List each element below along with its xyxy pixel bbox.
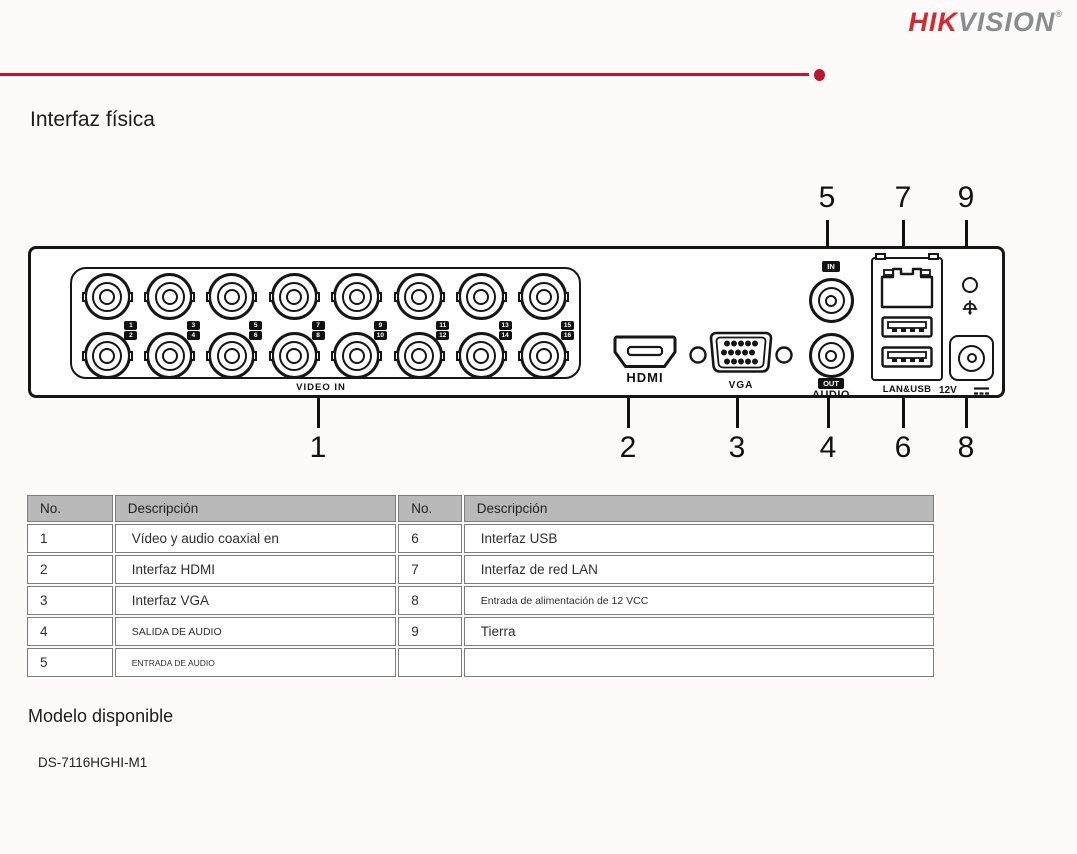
bnc-ring (529, 282, 559, 312)
device-diagram (0, 180, 1077, 480)
cell-no: 1 (27, 524, 113, 553)
power-jack-pin (967, 353, 977, 363)
bnc-ring (411, 289, 427, 305)
callout-number: 9 (957, 181, 975, 214)
hdmi-port (611, 335, 679, 385)
audio-out-badge: OUT (818, 378, 844, 389)
bnc-lug (440, 292, 445, 302)
col-header-desc-2: Descripción (464, 495, 934, 522)
bnc-lug (564, 351, 569, 361)
bnc-ring (404, 282, 434, 312)
bnc-lug (252, 292, 257, 302)
table-row (27, 586, 934, 615)
bnc-lug (190, 351, 195, 361)
rear-panel (28, 246, 1005, 401)
power-jack-icon (949, 335, 994, 381)
callout-number: 7 (894, 181, 912, 214)
vga-port (689, 329, 793, 391)
bnc-ring (529, 341, 559, 371)
cell-no: 4 (27, 617, 113, 646)
bnc-lug (502, 351, 507, 361)
audio-label: AUDIO (812, 389, 850, 401)
callout-number: 5 (818, 181, 836, 214)
bnc-lug (456, 292, 461, 302)
bnc-ring (349, 289, 365, 305)
audio-ports (803, 249, 859, 401)
lan-usb-label: LAN&USB (882, 384, 932, 395)
table-header-row (27, 495, 934, 522)
bnc-lug (518, 351, 523, 361)
col-header-no-1: No. (27, 495, 113, 522)
bnc-lug (252, 351, 257, 361)
page-title: Interfaz física (30, 108, 155, 131)
cell-description: Interfaz USB (464, 524, 934, 553)
bnc-ring (466, 282, 496, 312)
registered-mark: ® (1055, 9, 1063, 19)
bnc-ring (224, 348, 240, 364)
bnc-ring (473, 289, 489, 305)
power-label (939, 385, 1005, 396)
bnc-badge: 5 (249, 321, 262, 330)
bnc-lug (331, 292, 336, 302)
bnc-column (76, 271, 138, 375)
bnc-ring (473, 348, 489, 364)
red-divider-line (0, 73, 809, 76)
col-header-no-2: No. (398, 495, 462, 522)
bnc-badges (374, 321, 387, 340)
bnc-ring (92, 282, 122, 312)
bnc-ring (99, 289, 115, 305)
bnc-column (450, 271, 512, 375)
bnc-ring (536, 289, 552, 305)
cell-description: ENTRADA DE AUDIO (115, 648, 396, 677)
callout-number: 2 (619, 431, 637, 464)
bnc-badges (124, 321, 137, 340)
logo-hik: HIK (908, 7, 958, 37)
description-table (25, 493, 936, 679)
cell-no: 5 (27, 648, 113, 677)
bnc-ring (162, 289, 178, 305)
rca-pin (825, 295, 837, 307)
bnc-column (513, 271, 575, 375)
bnc-ring (155, 341, 185, 371)
bnc-lug (518, 292, 523, 302)
bnc-lug (440, 351, 445, 361)
bnc-connector (396, 273, 443, 320)
bnc-lug (564, 292, 569, 302)
bnc-ring (342, 341, 372, 371)
power-jack-ring (958, 345, 985, 372)
bnc-connector (146, 273, 193, 320)
bnc-badge: 15 (561, 321, 574, 330)
bnc-lug (82, 292, 87, 302)
bnc-lug (128, 292, 133, 302)
bnc-lug (315, 292, 320, 302)
bnc-ring (466, 341, 496, 371)
bnc-badge: 3 (187, 321, 200, 330)
bnc-column (138, 271, 200, 375)
bnc-connector (271, 273, 318, 320)
bnc-badge: 4 (187, 331, 200, 340)
cell-description: Vídeo y audio coaxial en (115, 524, 396, 553)
hdmi-port-icon (613, 335, 677, 369)
bnc-lug (82, 351, 87, 361)
bnc-ring (404, 341, 434, 371)
bnc-lug (377, 292, 382, 302)
bnc-badges (249, 321, 262, 340)
usb-port-icon (881, 346, 933, 368)
bnc-column (263, 271, 325, 375)
bnc-lug (394, 351, 399, 361)
bnc-ring (217, 341, 247, 371)
col-header-desc-1: Descripción (115, 495, 396, 522)
bnc-ring (279, 282, 309, 312)
callout-line (902, 398, 905, 428)
bnc-connector (84, 273, 131, 320)
callout-line (965, 398, 968, 428)
table-row (27, 555, 934, 584)
table-row (27, 524, 934, 553)
usb-port-icon (881, 316, 933, 338)
bnc-badge: 11 (436, 321, 449, 330)
bnc-ring (279, 341, 309, 371)
bnc-column (388, 271, 450, 375)
bnc-badges (187, 321, 200, 340)
table-row (27, 648, 934, 677)
bnc-ring (411, 348, 427, 364)
bnc-lug (456, 351, 461, 361)
cell-description: Tierra (464, 617, 934, 646)
model-number: DS-7116HGHI-M1 (38, 755, 148, 770)
rca-pin (825, 350, 837, 362)
audio-in-badge: IN (822, 261, 840, 272)
rca-jack-in (809, 278, 854, 323)
bnc-badge: 7 (312, 321, 325, 330)
bnc-badges (499, 321, 512, 340)
callout-line (317, 398, 320, 428)
bnc-badges (561, 321, 574, 340)
cell-description: SALIDA DE AUDIO (115, 617, 396, 646)
mount-tab-icon (875, 253, 886, 260)
vga-label: VGA (728, 380, 754, 391)
table-row (27, 617, 934, 646)
rca-jack-out (809, 333, 854, 378)
bnc-lug (206, 351, 211, 361)
callout-number: 1 (309, 431, 327, 464)
bnc-ring (349, 348, 365, 364)
bnc-badge: 13 (499, 321, 512, 330)
bnc-ring (224, 289, 240, 305)
bnc-ring (286, 348, 302, 364)
bnc-ring (217, 282, 247, 312)
bnc-ring (162, 348, 178, 364)
cell-no: 8 (398, 586, 462, 615)
callout-number: 8 (957, 431, 975, 464)
bnc-column (201, 271, 263, 375)
table-body (27, 524, 934, 677)
red-divider-dot (814, 69, 825, 81)
bnc-connector (208, 273, 255, 320)
ground-icon (961, 299, 979, 317)
lan-usb-block (871, 257, 943, 395)
bnc-ring (536, 348, 552, 364)
rca-ring (818, 342, 845, 369)
bnc-lug (128, 351, 133, 361)
bnc-badge: 2 (124, 331, 137, 340)
hdmi-label: HDMI (626, 370, 664, 385)
bnc-badge: 6 (249, 331, 262, 340)
bnc-badges (312, 321, 325, 340)
dc-symbol-icon (974, 386, 989, 396)
bnc-connector (458, 273, 505, 320)
video-in-label: VIDEO IN (296, 382, 346, 393)
bnc-badge: 8 (312, 331, 325, 340)
bnc-column (326, 271, 388, 375)
ground-screw (962, 277, 978, 293)
bnc-ring (92, 341, 122, 371)
callout-number: 6 (894, 431, 912, 464)
logo-vision: VISION (957, 7, 1056, 37)
bnc-lug (315, 351, 320, 361)
rj45-port-icon (878, 263, 936, 311)
bnc-lug (190, 292, 195, 302)
callout-line (827, 398, 830, 428)
cell-no: 2 (27, 555, 113, 584)
rca-ring (818, 287, 845, 314)
mount-tab-icon (928, 253, 939, 260)
bnc-lug (394, 292, 399, 302)
bnc-lug (377, 351, 382, 361)
cell-description (464, 648, 934, 677)
bnc-badge: 10 (374, 331, 387, 340)
cell-description: Interfaz VGA (115, 586, 396, 615)
bnc-lug (331, 351, 336, 361)
vga-port-icon (689, 329, 793, 379)
cell-description: Entrada de alimentación de 12 VCC (464, 586, 934, 615)
bnc-ring (342, 282, 372, 312)
bnc-lug (206, 292, 211, 302)
cell-description: Interfaz HDMI (115, 555, 396, 584)
bnc-lug (144, 351, 149, 361)
bnc-badge: 16 (561, 331, 574, 340)
cell-no: 3 (27, 586, 113, 615)
cell-no: 7 (398, 555, 462, 584)
bnc-lug (502, 292, 507, 302)
bnc-ring (286, 289, 302, 305)
bnc-connector (333, 273, 380, 320)
bnc-ring (155, 282, 185, 312)
callout-line (736, 398, 739, 428)
cell-no: 6 (398, 524, 462, 553)
callout-line (627, 398, 630, 428)
lan-usb-panel (871, 257, 943, 381)
cell-no: 9 (398, 617, 462, 646)
cell-description: Interfaz de red LAN (464, 555, 934, 584)
bnc-badge: 1 (124, 321, 137, 330)
bnc-badges (436, 321, 449, 340)
bnc-badge: 9 (374, 321, 387, 330)
callout-number: 3 (728, 431, 746, 464)
bnc-badge: 12 (436, 331, 449, 340)
power-voltage-label: 12V (939, 385, 957, 396)
model-heading: Modelo disponible (28, 706, 174, 726)
bnc-lug (269, 351, 274, 361)
bnc-grid (70, 267, 581, 379)
cell-no (398, 648, 462, 677)
callout-number: 4 (819, 431, 837, 464)
bnc-lug (269, 292, 274, 302)
bnc-ring (99, 348, 115, 364)
bnc-badge: 14 (499, 331, 512, 340)
bnc-lug (144, 292, 149, 302)
hikvision-logo (908, 7, 1063, 38)
bnc-connector (520, 273, 567, 320)
